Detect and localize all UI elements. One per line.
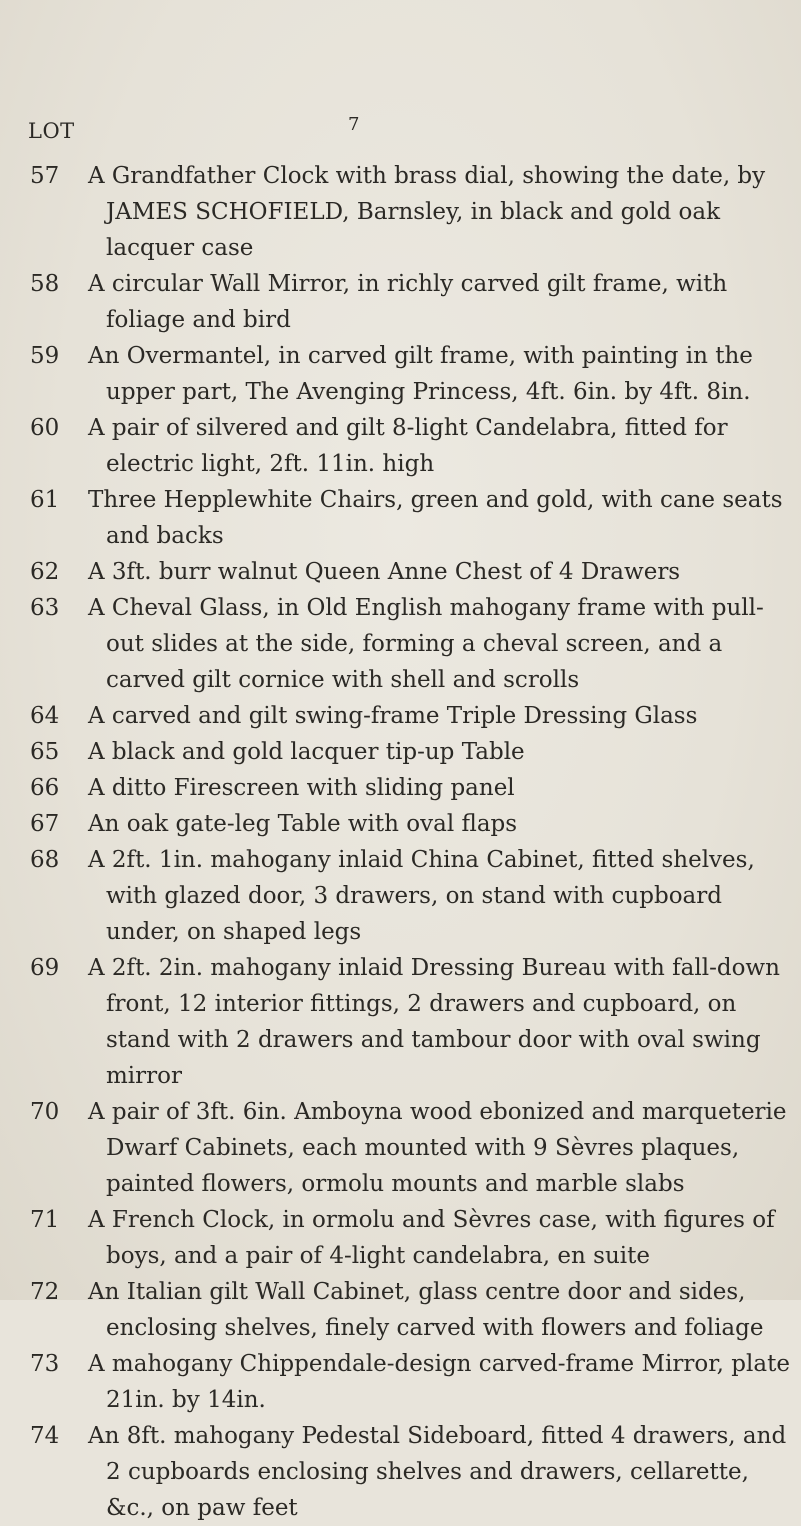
lot-description: Three Hepplewhite Chairs, green and gold, with cane seats and backs — [88, 487, 783, 549]
lot-description: A circular Wall Mirror, in richly carved gilt frame, with foliage and bird — [88, 271, 728, 333]
lot-description: A carved and gilt swing-frame Triple Dressing Glass — [88, 703, 698, 729]
lot-number: 63 — [30, 595, 60, 621]
lot-entry — [0, 806, 801, 842]
lot-description: A Grandfather Clock with brass dial, showing the date, by JAMES SCHOFIELD, Barnsley, in black and gold oak lacquer case — [88, 163, 766, 261]
lot-entry — [0, 842, 801, 950]
lot-number: 70 — [30, 1099, 60, 1125]
lot-description: A black and gold lacquer tip-up Table — [88, 739, 525, 765]
lot-entry — [0, 482, 801, 554]
lot-entry — [0, 734, 801, 770]
lot-number: 73 — [30, 1351, 60, 1377]
lot-number: 72 — [30, 1279, 60, 1305]
lot-entry — [0, 1202, 801, 1274]
lot-entry — [0, 1346, 801, 1418]
lot-description: An Italian gilt Wall Cabinet, glass centre door and sides, enclosing shelves, finely carved with flowers and foliage — [88, 1279, 764, 1341]
lot-description: A pair of silvered and gilt 8-light Candelabra, fitted for electric light, 2ft. 11in. high — [88, 415, 728, 477]
lot-number: 66 — [30, 775, 60, 801]
lot-number: 65 — [30, 739, 60, 765]
lot-entry — [0, 158, 801, 266]
lot-entry — [0, 770, 801, 806]
lot-description: A Cheval Glass, in Old English mahogany frame with pull-out slides at the side, forming a cheval screen, and a carved gilt cornice with shell and scrolls — [88, 595, 764, 693]
page-mark: 7 — [348, 114, 360, 135]
lot-description: An oak gate-leg Table with oval flaps — [88, 811, 518, 837]
lot-number: 64 — [30, 703, 60, 729]
lot-number: 67 — [30, 811, 60, 837]
lot-number: 57 — [30, 163, 60, 189]
lot-number: 71 — [30, 1207, 60, 1233]
lot-entry — [0, 1094, 801, 1202]
lot-description: A ditto Firescreen with sliding panel — [88, 775, 515, 801]
lot-description: A pair of 3ft. 6in. Amboyna wood ebonized and marqueterie Dwarf Cabinets, each mounted with 9 Sèvres plaques, painted flowers, ormolu mounts and marble slabs — [88, 1099, 787, 1197]
lot-number: 58 — [30, 271, 60, 297]
lot-description: A mahogany Chippendale-design carved-frame Mirror, plate 21in. by 14in. — [88, 1351, 790, 1413]
lot-entry — [0, 338, 801, 410]
lot-entry — [0, 1418, 801, 1526]
lot-number: 60 — [30, 415, 60, 441]
lot-entry — [0, 410, 801, 482]
lot-description: A 2ft. 1in. mahogany inlaid China Cabinet, fitted shelves, with glazed door, 3 drawers, on stand with cupboard under, on shaped legs — [88, 847, 755, 945]
lot-list — [0, 158, 801, 1526]
lot-description: A 3ft. burr walnut Queen Anne Chest of 4 Drawers — [88, 559, 681, 585]
lot-entry — [0, 1274, 801, 1346]
lot-number: 69 — [30, 955, 60, 981]
lot-description: A French Clock, in ormolu and Sèvres case, with figures of boys, and a pair of 4-light candelabra, en suite — [88, 1207, 775, 1269]
lot-entry — [0, 554, 801, 590]
lot-entry — [0, 266, 801, 338]
lot-number: 62 — [30, 559, 60, 585]
lot-number: 61 — [30, 487, 60, 513]
lot-description: An 8ft. mahogany Pedestal Sideboard, fitted 4 drawers, and 2 cupboards enclosing shelves and drawers, cellarette, &c., on paw feet — [88, 1423, 787, 1521]
lot-description: An Overmantel, in carved gilt frame, with painting in the upper part, The Avenging Princess, 4ft. 6in. by 4ft. 8in. — [88, 343, 753, 405]
lot-entry — [0, 698, 801, 734]
lot-entry — [0, 950, 801, 1094]
lot-number: 68 — [30, 847, 60, 873]
lot-number: 74 — [30, 1423, 60, 1449]
lot-column-heading: LOT — [28, 119, 75, 143]
lot-entry — [0, 590, 801, 698]
lot-description: A 2ft. 2in. mahogany inlaid Dressing Bureau with fall-down front, 12 interior fittings, 2 drawers and cupboard, on stand with 2 drawers and tambour door with oval swing mirror — [88, 955, 780, 1089]
lot-number: 59 — [30, 343, 60, 369]
